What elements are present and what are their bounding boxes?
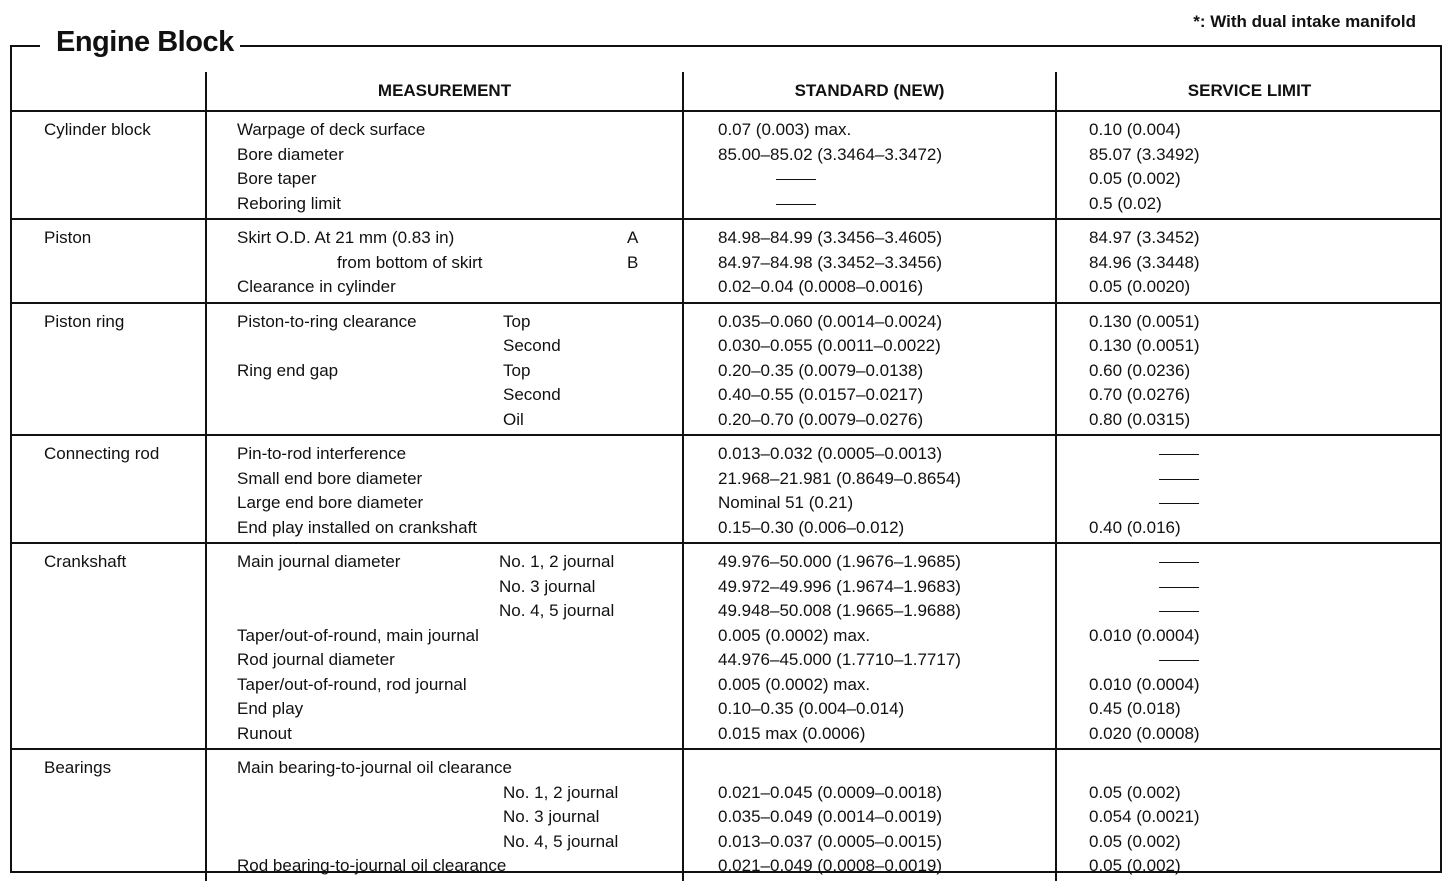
component-name: Bearings [44, 758, 112, 777]
measurement-line [207, 805, 682, 830]
limit-value [1057, 467, 1442, 492]
group-row [10, 543, 1442, 749]
measurement-cell [206, 749, 683, 881]
dash-mark [1159, 611, 1199, 612]
component-name: Piston [10, 219, 206, 303]
limit-value: 0.054 (0.0021) [1089, 807, 1200, 826]
limit-value: 0.010 (0.0004) [1089, 674, 1200, 694]
limit-value [1057, 599, 1442, 624]
measurement-text: Main journal diameter [237, 552, 401, 571]
standard-value: 0.021–0.049 (0.0008–0.0019) [718, 856, 943, 875]
standard-value: 0.15–0.30 (0.006–0.012) [718, 517, 905, 537]
measurement-line [207, 648, 682, 673]
measurement-text: Piston-to-ring clearance [237, 311, 417, 331]
limit-value: 0.60 (0.0236) [1089, 360, 1191, 380]
header-service-limit: SERVICE LIMIT [1056, 72, 1442, 111]
measurement-line [207, 550, 682, 575]
limit-value [1057, 491, 1442, 516]
standard-value: 0.015 max (0.0006) [718, 723, 866, 743]
limit-value: 0.05 (0.002) [1089, 856, 1181, 875]
dash-mark [1159, 503, 1199, 504]
measurement-subitem: No. 3 journal [499, 576, 596, 596]
measurement-line [207, 383, 682, 408]
measurement-line [207, 467, 682, 492]
limit-value: 0.05 (0.002) [1089, 782, 1181, 802]
header-standard: STANDARD (NEW) [683, 72, 1056, 111]
standard-cell [683, 543, 1056, 749]
measurement-subitem: No. 3 journal [503, 807, 600, 826]
measurement-line [207, 491, 682, 516]
standard-value: 0.02–0.04 (0.0008–0.0016) [718, 277, 924, 296]
measurement-line [207, 516, 682, 541]
standard-value: 0.07 (0.003) max. [718, 120, 852, 139]
measurement-text: Skirt O.D. At 21 mm (0.83 in) [237, 228, 455, 247]
measurement-text: Bore diameter [237, 144, 344, 164]
group-row [10, 219, 1442, 303]
measurement-subitem: No. 1, 2 journal [499, 552, 615, 571]
measurement-line [207, 756, 682, 781]
measurement-line [207, 781, 682, 806]
dash-mark [776, 204, 816, 205]
measurement-line [207, 275, 682, 300]
measurement-line [207, 624, 682, 649]
limit-value: 0.40 (0.016) [1089, 517, 1181, 537]
measurement-subitem: Second [503, 336, 561, 355]
standard-value: 0.021–0.045 (0.0009–0.0018) [718, 782, 943, 802]
measurement-subitem: No. 4, 5 journal [503, 831, 619, 851]
measurement-line [207, 167, 682, 192]
measurement-text: Large end bore diameter [237, 493, 424, 512]
limit-cell [1056, 543, 1442, 749]
measurement-cell [206, 111, 683, 219]
limit-cell [1056, 219, 1442, 303]
measurement-text: from bottom of skirt [337, 252, 483, 272]
group-row [10, 749, 1442, 881]
standard-value: 21.968–21.981 (0.8649–0.8654) [718, 468, 961, 488]
limit-value: 0.70 (0.0276) [1089, 385, 1191, 404]
standard-value: 0.20–0.35 (0.0079–0.0138) [718, 360, 924, 380]
header-row [10, 72, 1442, 111]
measurement-text: End play [237, 699, 304, 718]
standard-cell [683, 303, 1056, 436]
limit-value: 84.97 (3.3452) [1089, 228, 1200, 247]
standard-value: 0.035–0.049 (0.0014–0.0019) [718, 807, 943, 826]
standard-value: 0.005 (0.0002) max. [718, 674, 871, 694]
measurement-text: Clearance in cylinder [237, 277, 396, 296]
measurement-line [207, 599, 682, 624]
measurement-text: Taper/out-of-round, main journal [237, 625, 479, 645]
measurement-line [207, 722, 682, 747]
standard-value: 49.948–50.008 (1.9665–1.9688) [718, 601, 961, 620]
group-row [10, 435, 1442, 543]
standard-value: 49.976–50.000 (1.9676–1.9685) [718, 552, 961, 571]
page-title: Engine Block [56, 26, 234, 58]
measurement-line [207, 575, 682, 600]
standard-cell [683, 749, 1056, 881]
standard-value: Nominal 51 (0.21) [718, 493, 854, 512]
dash-mark [1159, 454, 1199, 455]
standard-value: 85.00–85.02 (3.3464–3.3472) [718, 144, 943, 164]
measurement-line [207, 854, 682, 879]
measurement-text: Runout [237, 723, 292, 743]
limit-value: 0.010 (0.0004) [1089, 625, 1200, 645]
measurement-cell [206, 303, 683, 436]
standard-cell [683, 219, 1056, 303]
standard-value [684, 192, 1055, 217]
measurement-text: Rod bearing-to-journal oil clearance [237, 856, 507, 875]
limit-value [1057, 648, 1442, 673]
measurement-text: Rod journal diameter [237, 650, 395, 669]
standard-value: 44.976–45.000 (1.7710–1.7717) [718, 650, 961, 669]
header-measurement: MEASUREMENT [206, 72, 683, 111]
measurement-subitem: No. 4, 5 journal [499, 601, 615, 620]
standard-value: 0.030–0.055 (0.0011–0.0022) [718, 336, 941, 355]
standard-value: 0.035–0.060 (0.0014–0.0024) [718, 311, 943, 331]
measurement-subitem: No. 1, 2 journal [503, 782, 619, 802]
measurement-cell [206, 435, 683, 543]
measurement-line [207, 673, 682, 698]
dash-mark [1159, 660, 1199, 661]
standard-cell [683, 111, 1056, 219]
limit-value: 0.130 (0.0051) [1089, 311, 1200, 331]
dash-mark [1159, 479, 1199, 480]
standard-value [684, 756, 1055, 781]
measurement-text: End play installed on crankshaft [237, 517, 478, 537]
footnote: *: With dual intake manifold [1193, 12, 1416, 31]
measurement-line [207, 408, 682, 433]
measurement-line [207, 118, 682, 143]
measurement-line [207, 192, 682, 217]
limit-cell [1056, 111, 1442, 219]
measurement-subitem: B [627, 252, 639, 272]
spec-table [10, 72, 1442, 881]
measurement-line [207, 334, 682, 359]
measurement-subitem: A [627, 228, 639, 247]
measurement-text: Small end bore diameter [237, 468, 423, 488]
measurement-line [207, 442, 682, 467]
standard-value [684, 167, 1055, 192]
measurement-line [207, 697, 682, 722]
limit-value: 0.5 (0.02) [1089, 193, 1162, 213]
dash-mark [1159, 562, 1199, 563]
standard-value: 0.40–0.55 (0.0157–0.0217) [718, 385, 924, 404]
dash-mark [776, 179, 816, 180]
limit-value: 0.130 (0.0051) [1089, 336, 1200, 355]
measurement-line [207, 143, 682, 168]
header-component [10, 72, 206, 111]
measurement-cell [206, 543, 683, 749]
measurement-cell [206, 219, 683, 303]
group-row [10, 111, 1442, 219]
measurement-text: Bore taper [237, 169, 317, 188]
measurement-text: Ring end gap [237, 360, 339, 380]
measurement-subitem: Top [503, 311, 531, 331]
standard-value: 0.013–0.037 (0.0005–0.0015) [718, 831, 943, 851]
standard-value: 84.98–84.99 (3.3456–3.4605) [718, 228, 943, 247]
standard-cell [683, 435, 1056, 543]
limit-value: 0.05 (0.002) [1089, 169, 1181, 188]
limit-value: 0.05 (0.0020) [1089, 277, 1191, 296]
measurement-line [207, 226, 682, 251]
limit-value: 0.45 (0.018) [1089, 699, 1181, 718]
limit-value: 0.020 (0.0008) [1089, 723, 1200, 743]
standard-value: 0.013–0.032 (0.0005–0.0013) [718, 444, 943, 463]
limit-value: 84.96 (3.3448) [1089, 252, 1200, 272]
limit-cell [1056, 749, 1442, 881]
measurement-subitem: Top [503, 360, 531, 380]
standard-value: 0.10–0.35 (0.004–0.014) [718, 699, 905, 718]
component-name: Piston ring [10, 303, 206, 436]
limit-value [1057, 756, 1442, 781]
standard-value: 0.005 (0.0002) max. [718, 625, 871, 645]
measurement-line [207, 830, 682, 855]
measurement-subitem: Second [503, 385, 561, 404]
component-name: Connecting rod [10, 435, 206, 543]
limit-value: 0.05 (0.002) [1089, 831, 1181, 851]
limit-value [1057, 442, 1442, 467]
measurement-line [207, 359, 682, 384]
measurement-subitem: Oil [503, 409, 524, 429]
component-name: Crankshaft [10, 543, 206, 749]
measurement-text: Main bearing-to-journal oil clearance [237, 758, 512, 777]
limit-cell [1056, 435, 1442, 543]
measurement-line [207, 251, 682, 276]
measurement-line [207, 310, 682, 335]
standard-value: 84.97–84.98 (3.3452–3.3456) [718, 252, 943, 272]
group-row [10, 303, 1442, 436]
standard-value: 49.972–49.996 (1.9674–1.9683) [718, 576, 961, 596]
limit-value [1057, 575, 1442, 600]
dash-mark [1159, 587, 1199, 588]
measurement-text: Reboring limit [237, 193, 341, 213]
limit-value: 85.07 (3.3492) [1089, 144, 1200, 164]
measurement-text: Warpage of deck surface [237, 120, 426, 139]
limit-value: 0.10 (0.004) [1089, 120, 1181, 139]
limit-value [1057, 550, 1442, 575]
standard-value: 0.20–0.70 (0.0079–0.0276) [718, 409, 924, 429]
component-name: Cylinder block [10, 111, 206, 219]
limit-cell [1056, 303, 1442, 436]
measurement-text: Pin-to-rod interference [237, 444, 407, 463]
measurement-text: Taper/out-of-round, rod journal [237, 674, 467, 694]
limit-value: 0.80 (0.0315) [1089, 409, 1191, 429]
